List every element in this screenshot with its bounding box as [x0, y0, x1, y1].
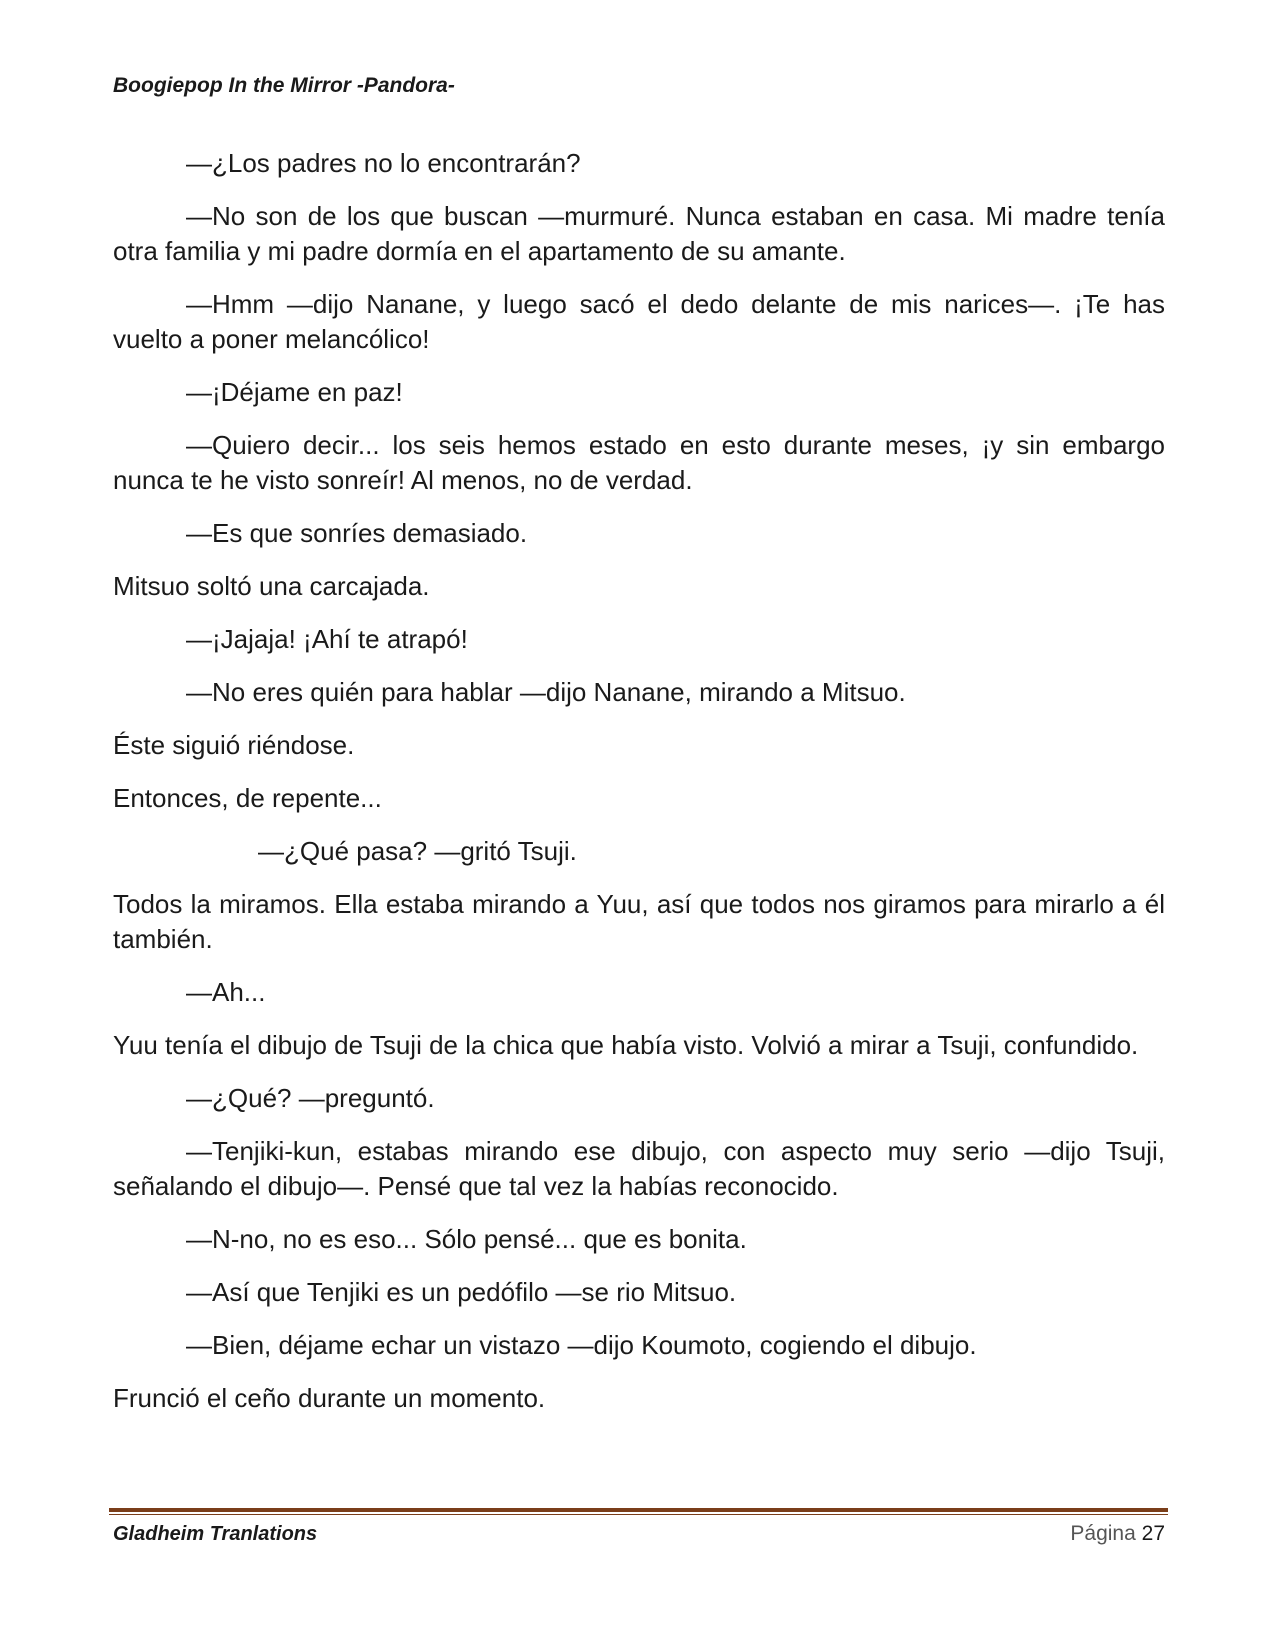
paragraph: —¿Qué pasa? —gritó Tsuji.	[258, 836, 577, 866]
page-label: Página	[1070, 1522, 1136, 1545]
paragraph: —¿Qué? —preguntó.	[186, 1083, 435, 1113]
paragraph: —N-no, no es eso... Sólo pensé... que es bonita.	[186, 1224, 747, 1254]
footer-credit: Gladheim Tranlations	[113, 1523, 318, 1545]
paragraph: —Así que Tenjiki es un pedófilo —se rio Mitsuo.	[186, 1277, 737, 1307]
paragraph: —Quiero decir... los seis hemos estado en esto durante meses, ¡y sin embargo nunca te he visto sonreír! Al menos, no de verdad.	[113, 430, 1165, 495]
paragraph: —Ah...	[186, 977, 266, 1007]
page-number: 27	[1141, 1522, 1165, 1545]
paragraph: Mitsuo soltó una carcajada.	[113, 571, 430, 601]
paragraph: —Bien, déjame echar un vistazo —dijo Koumoto, cogiendo el dibujo.	[186, 1330, 977, 1360]
paragraph: —No son de los que buscan —murmuré. Nunca estaban en casa. Mi madre tenía otra familia y mi padre dormía en el apartamento de su amante.	[113, 201, 1165, 266]
footer-rule-thick	[109, 1508, 1168, 1512]
paragraph: Yuu tenía el dibujo de Tsuji de la chica que había visto. Volvió a mirar a Tsuji, confundido.	[113, 1030, 1139, 1060]
paragraph: —Tenjiki-kun, estabas mirando ese dibujo, con aspecto muy serio —dijo Tsuji, señalando el dibujo—. Pensé que tal vez la habías reconocido.	[113, 1136, 1165, 1201]
paragraph: —No eres quién para hablar —dijo Nanane, mirando a Mitsuo.	[186, 677, 906, 707]
paragraph: —¡Jajaja! ¡Ahí te atrapó!	[186, 624, 468, 654]
footer-rule-thin	[109, 1514, 1168, 1515]
paragraph: —¿Los padres no lo encontrarán?	[186, 148, 581, 178]
paragraph: —Hmm —dijo Nanane, y luego sacó el dedo delante de mis narices—. ¡Te has vuelto a poner melancólico!	[113, 289, 1165, 354]
paragraph: —Es que sonríes demasiado.	[186, 518, 528, 548]
running-header: Boogiepop In the Mirror -Pandora-	[113, 74, 455, 97]
paragraph: Entonces, de repente...	[113, 783, 382, 813]
body-text	[113, 146, 1165, 1434]
footer-rule	[109, 1508, 1168, 1516]
paragraph: Frunció el ceño durante un momento.	[113, 1383, 546, 1413]
paragraph: —¡Déjame en paz!	[186, 377, 403, 407]
paragraph: Éste siguió riéndose.	[113, 730, 355, 760]
page-indicator	[1070, 1522, 1165, 1546]
paragraph: Todos la miramos. Ella estaba mirando a Yuu, así que todos nos giramos para mirarlo a él también.	[113, 889, 1165, 954]
